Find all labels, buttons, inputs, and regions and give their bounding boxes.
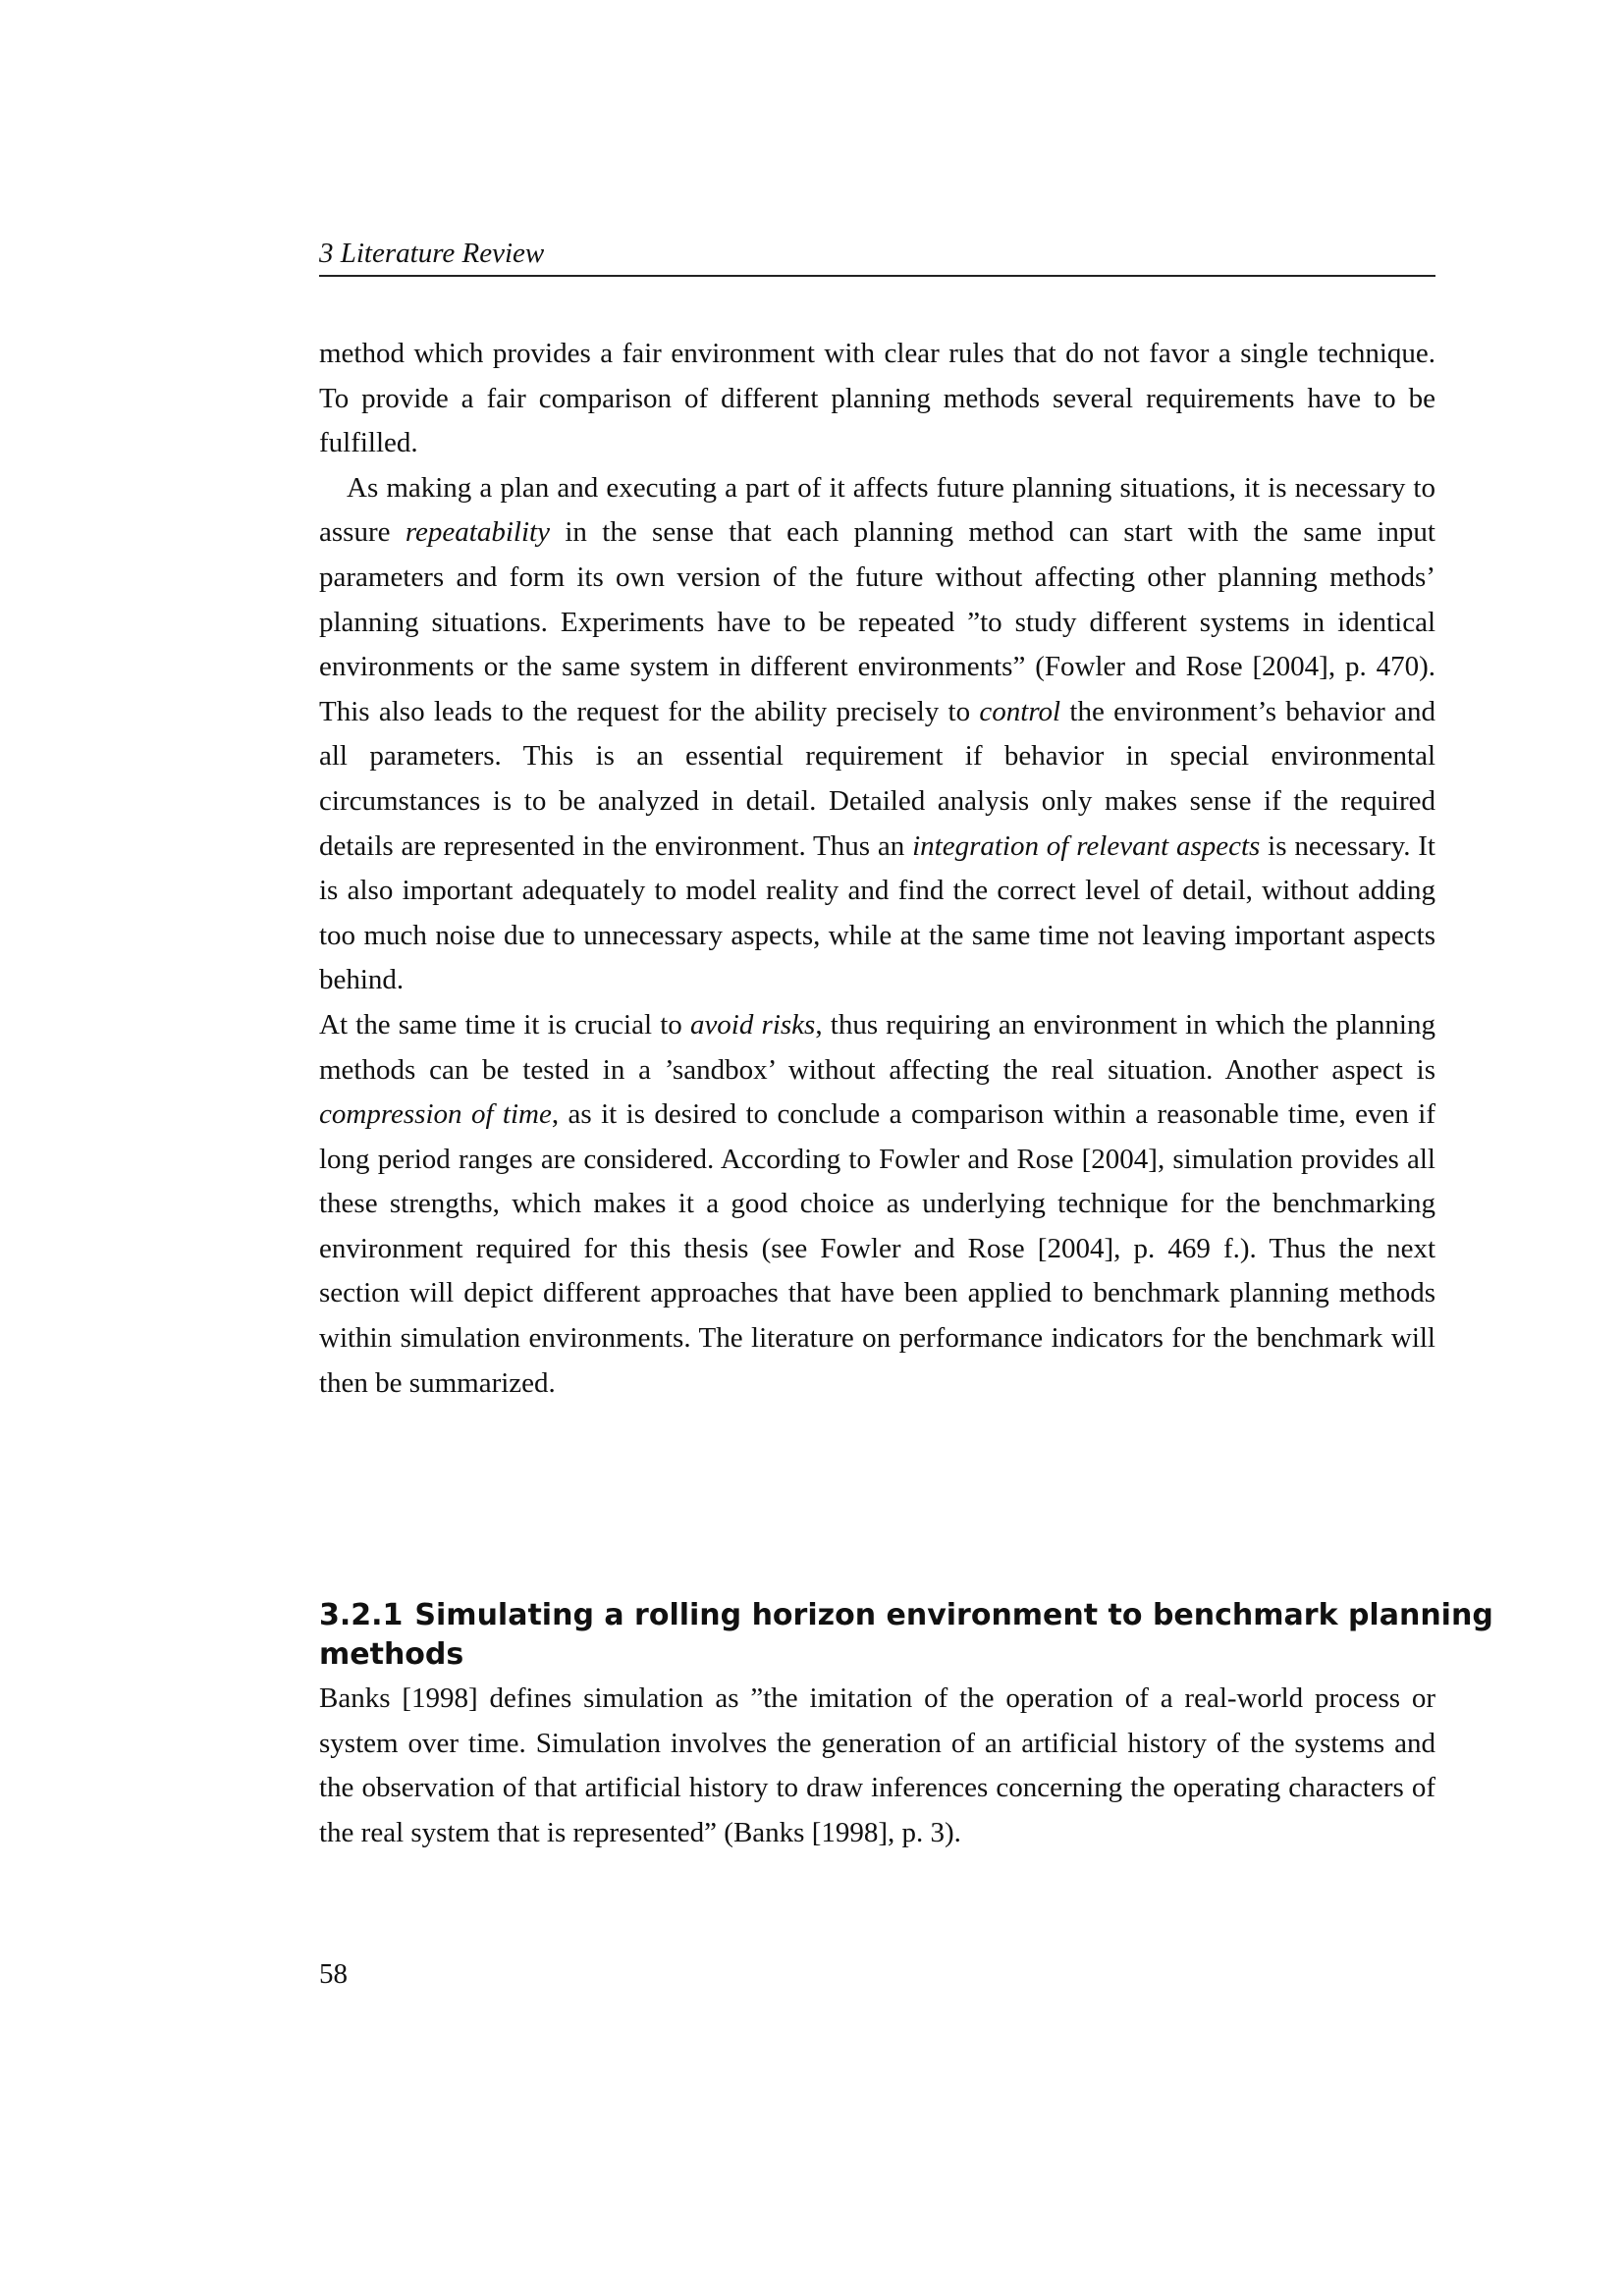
paragraph-text: , as it is desired to conclude a comparison within a reasonable time, even if long period ranges are considered. According to Fowler and Rose [2004], simulation provides all these strengths, which makes it a good choice as underlying technique for the benchmarking environment required for this thesis (see Fowler and Rose [2004], p. 469 f.). Thus the next section will depict different approaches that have been applied to benchmark planning methods within simulation environments. The literature on performance indicators for the benchmark will then be summarized. bbox=[319, 1098, 1435, 1399]
emphasis-control: control bbox=[979, 695, 1061, 727]
paragraph-text: , thus requiring an environment in which the planning methods can be tested in a ’sandbox’ without affecting the real situation. Another aspect is bbox=[319, 1008, 1435, 1086]
paragraph-text: At the same time it is crucial to bbox=[319, 1008, 690, 1041]
paragraph-text: in the sense that each planning method can start with the same input parameters and form its own version of the future without affecting other planning methods’ planning situations. Experiments have to be repeated ”to study different systems in identical environments or the same system in different environments” (Fowler and Rose [2004], p. 470). This also leads to the request for the ability precisely to bbox=[319, 516, 1435, 727]
emphasis-integration: integration of relevant aspects bbox=[912, 829, 1261, 862]
emphasis-repeatability: repeatability bbox=[405, 516, 550, 549]
body-text bbox=[319, 332, 1435, 1406]
paragraph-text: the environment’s behavior and all parameters. This is an essential requirement if behavior in special environmental circumstances is to be analyzed in detail. Detailed analysis only makes sense if the required details are represented in the environment. Thus an bbox=[319, 695, 1435, 862]
running-header-title: 3 Literature Review bbox=[319, 238, 545, 269]
section-heading bbox=[319, 1596, 1624, 1675]
paragraph-continued: method which provides a fair environment with clear rules that do not favor a single technique. To provide a fair comparison of different planning methods several requirements have to be fulfilled. bbox=[319, 338, 1435, 459]
paragraph-requirements bbox=[319, 466, 1435, 1003]
page-number: 58 bbox=[319, 1958, 348, 1990]
paragraph-banks-definition: Banks [1998] defines simulation as ”the imitation of the operation of a real-world process or system over time. Simulation involves the generation of an artificial history of the systems and the observation of that artificial history to draw inferences concerning the operating characters of the real system that is represented” (Banks [1998], p. 3). bbox=[319, 1682, 1435, 1848]
paragraph-text: As making a plan and executing a part of it affects future planning situations, it is necessary to assure bbox=[319, 471, 1435, 549]
paragraph-text: is necessary. It is also important adequately to model reality and find the correct level of detail, without adding too much noise due to unnecessary aspects, while at the same time not leaving important aspects behind. bbox=[319, 829, 1435, 996]
emphasis-avoid-risks: avoid risks bbox=[689, 1008, 816, 1041]
running-header bbox=[319, 236, 1435, 277]
emphasis-compression-of-time: compression of time bbox=[319, 1098, 552, 1131]
section-number: 3.2.1 bbox=[319, 1598, 404, 1632]
section-body-text bbox=[319, 1677, 1435, 1855]
section-title: Simulating a rolling horizon environment to benchmark planning methods bbox=[319, 1598, 1493, 1672]
paragraph-simulation-strengths bbox=[319, 1003, 1435, 1406]
